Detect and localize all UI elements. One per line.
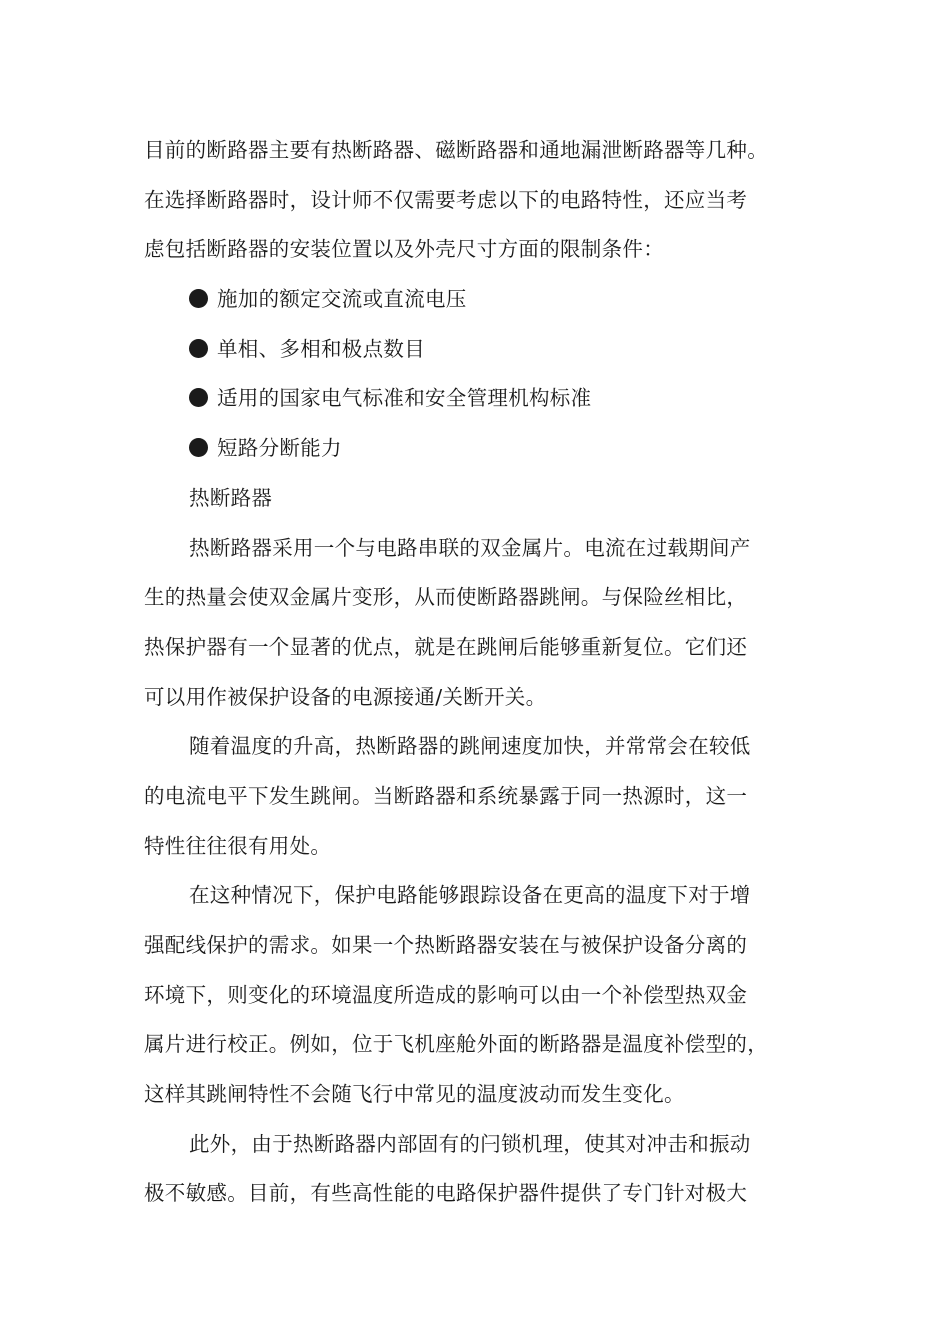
intro-line: 在选择断路器时，设计师不仅需要考虑以下的电路特性，还应当考 bbox=[144, 187, 748, 212]
paragraph-line: 在这种情况下，保护电路能够跟踪设备在更高的温度下对于增 bbox=[189, 883, 751, 908]
paragraph-line: 的电流电平下发生跳闸。当断路器和系统暴露于同一热源时，这一 bbox=[144, 783, 748, 808]
paragraph-line: 可以用作被保护设备的电源接通/关断开关。 bbox=[144, 684, 547, 709]
paragraph-line: 特性往往很有用处。 bbox=[144, 833, 332, 858]
paragraph-line: 此外，由于热断路器内部固有的闩锁机理，使其对冲击和振动 bbox=[189, 1131, 751, 1156]
document-body bbox=[144, 128, 824, 1221]
paragraph-line: 环境下，则变化的环境温度所造成的影响可以由一个补偿型热双金 bbox=[144, 982, 748, 1007]
section-heading: 热断路器 bbox=[189, 485, 273, 510]
paragraph-line: 热保护器有一个显著的优点，就是在跳闸后能够重新复位。它们还 bbox=[144, 634, 748, 659]
bullet-dot-icon bbox=[189, 438, 208, 457]
intro-line: 虑包括断路器的安装位置以及外壳尺寸方面的限制条件： bbox=[144, 237, 664, 262]
bullet-dot-icon bbox=[189, 388, 208, 407]
bullet-item bbox=[144, 277, 824, 327]
paragraph-line: 强配线保护的需求。如果一个热断路器安装在与被保护设备分离的 bbox=[144, 933, 748, 957]
bullet-item bbox=[144, 327, 824, 377]
paragraph-line: 随着温度的升高，热断路器的跳闸速度加快，并常常会在较低 bbox=[189, 734, 751, 759]
paragraph-line: 属片进行校正。例如，位于飞机座舱外面的断路器是温度补偿型的， bbox=[144, 1032, 768, 1057]
paragraph-line: 生的热量会使双金属片变形，从而使断路器跳闸。与保险丝相比， bbox=[144, 585, 748, 610]
paragraph-line: 这样其跳闸特性不会随飞行中常见的温度波动而发生变化。 bbox=[144, 1082, 685, 1107]
bullet-dot-icon bbox=[189, 289, 208, 308]
intro-line: 目前的断路器主要有热断路器、磁断路器和通地漏泄断路器等几种。 bbox=[144, 138, 768, 162]
bullet-text: 适用的国家电气标准和安全管理机构标准 bbox=[217, 386, 592, 411]
bullet-item bbox=[144, 426, 824, 476]
bullet-text: 单相、多相和极点数目 bbox=[217, 336, 425, 361]
bullet-dot-icon bbox=[189, 339, 208, 358]
bullet-text: 短路分断能力 bbox=[217, 436, 342, 461]
bullet-text: 施加的额定交流或直流电压 bbox=[217, 287, 467, 312]
paragraph-line: 极不敏感。目前，有些高性能的电路保护器件提供了专门针对极大 bbox=[144, 1181, 748, 1206]
bullet-item bbox=[144, 376, 824, 426]
paragraph-line: 热断路器采用一个与电路串联的双金属片。电流在过载期间产 bbox=[189, 535, 751, 560]
